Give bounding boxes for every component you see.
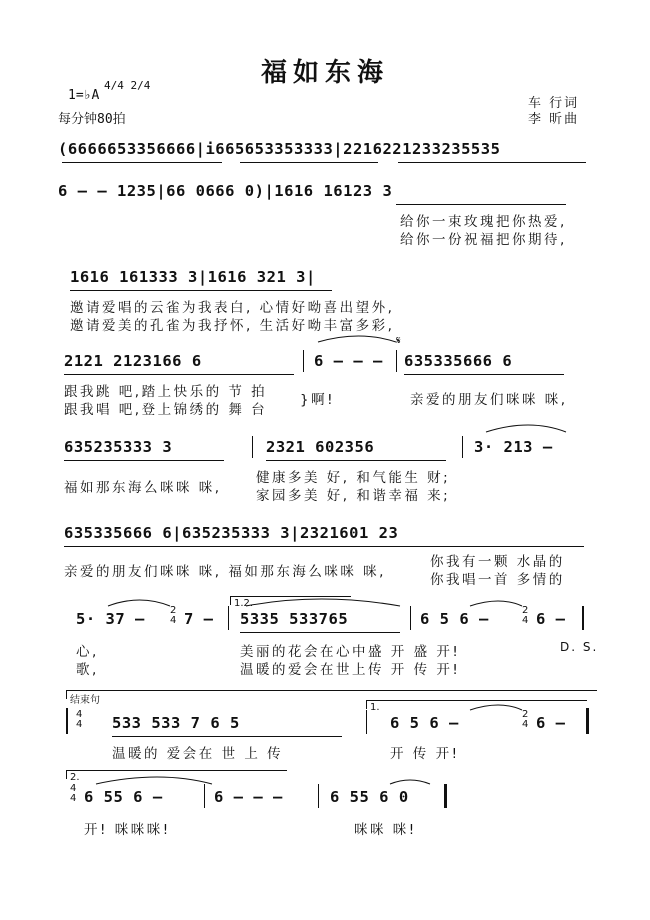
lyric-verse-1: 心, [76, 644, 99, 660]
notation-row-5a: 635235333 3 [64, 438, 173, 456]
lyric-verse-2: 温暖的爱会在世上传 开 传 开! [240, 662, 461, 678]
lyric-verse-2: 家园多美 好, 和谐幸福 来; [256, 488, 451, 504]
notation-row-7c: 5335 533765 [240, 610, 349, 628]
song-title: 福如东海 [260, 58, 389, 88]
lyric-verse-2: 给你一份祝福把你期待, [400, 232, 567, 248]
time-signature: 4/4 2/4 [104, 79, 151, 92]
notation-row-7e: 6 – [536, 610, 566, 628]
lyric-verse-2: 邀请爱美的孔雀为我抒怀, 生活好呦丰富多彩, [70, 318, 395, 334]
lyric-verse-2: 你我唱一首 多情的 [430, 572, 565, 588]
notation-row-9b: 6 – – – [214, 788, 283, 806]
lyric-chorus: 福如那东海么咪咪 咪, [64, 480, 222, 496]
lyric-chorus: 亲爱的朋友们咪咪 咪, 福如那东海么咪咪 咪, [64, 564, 386, 580]
time-signature-4-4: 4 4 [70, 783, 77, 804]
notation-row-7d: 6 5 6 – [420, 610, 489, 628]
lyric-verse-1: 跟我跳 吧,踏上快乐的 节 拍 [64, 384, 268, 400]
segno-icon: 𝄋 [396, 334, 401, 347]
notation-row-2: 6 – – 1235|66 0666 0)|1616 16123 3 [58, 182, 393, 200]
key-signature: 1=♭A [68, 88, 100, 103]
lyric-coda: 开 传 开! [390, 746, 460, 762]
tempo-marking: 每分钟80拍 [58, 112, 126, 127]
time-change: 2 4 [522, 605, 529, 626]
lyric-ending: 开! 咪咪咪! [84, 822, 171, 838]
lyric-verse-2: 歌, [76, 662, 99, 678]
composer-credit: 李 昕曲 [528, 112, 580, 127]
lyric-verse-1: 给你一束玫瑰把你热爱, [400, 214, 567, 230]
volta-label: 2. [70, 772, 80, 783]
notation-row-4c: 635335666 6 [404, 352, 513, 370]
notation-row-8b: 6 5 6 – [390, 714, 459, 732]
volta-label: 1. [370, 702, 380, 713]
lyric-verse-1: 你我有一颗 水晶的 [430, 554, 565, 570]
lyric-coda: 温暖的 爱会在 世 上 传 [112, 746, 284, 762]
volta-label: 1.2. [234, 598, 254, 609]
notation-row-8c: 6 – [536, 714, 566, 732]
notation-row-4a: 2121 2123166 6 [64, 352, 202, 370]
lyric-interjection: }啊! [300, 392, 336, 408]
notation-row-5c: 3· 213 – [474, 438, 553, 456]
notation-row-5b: 2321 602356 [266, 438, 375, 456]
lyric-verse-1: 美丽的花会在心中盛 开 盛 开! [240, 644, 461, 660]
time-change: 2 4 [170, 605, 177, 626]
notation-row-6: 635335666 6|635235333 3|2321601 23 [64, 524, 399, 542]
lyricist-credit: 车 行词 [528, 96, 580, 111]
notation-row-7b: 7 – [184, 610, 214, 628]
notation-row-3: 1616 161333 3|1616 321 3| [70, 268, 316, 286]
notation-row-8a: 533 533 7 6 5 [112, 714, 240, 732]
coda-label: 结束句 [70, 695, 100, 706]
time-signature-4-4: 4 4 [76, 709, 83, 730]
lyric-ending: 咪咪 咪! [354, 822, 417, 838]
lyric-chorus: 亲爱的朋友们咪咪 咪, [410, 392, 568, 408]
lyric-verse-1: 邀请爱唱的云雀为我表白, 心情好呦喜出望外, [70, 300, 395, 316]
dal-segno-marking: D. S. [560, 640, 599, 654]
notation-row-1: (6666653356666|i665653353333|2216221233235535 [58, 140, 501, 158]
notation-row-9c: 6 55 6 0 [330, 788, 409, 806]
lyric-verse-1: 健康多美 好, 和气能生 财; [256, 470, 451, 486]
notation-row-9a: 6 55 6 – [84, 788, 163, 806]
time-change: 2 4 [522, 709, 529, 730]
notation-row-4b: 6 – – – [314, 352, 383, 370]
lyric-verse-2: 跟我唱 吧,登上锦绣的 舞 台 [64, 402, 268, 418]
notation-row-7a: 5· 37 – [76, 610, 145, 628]
